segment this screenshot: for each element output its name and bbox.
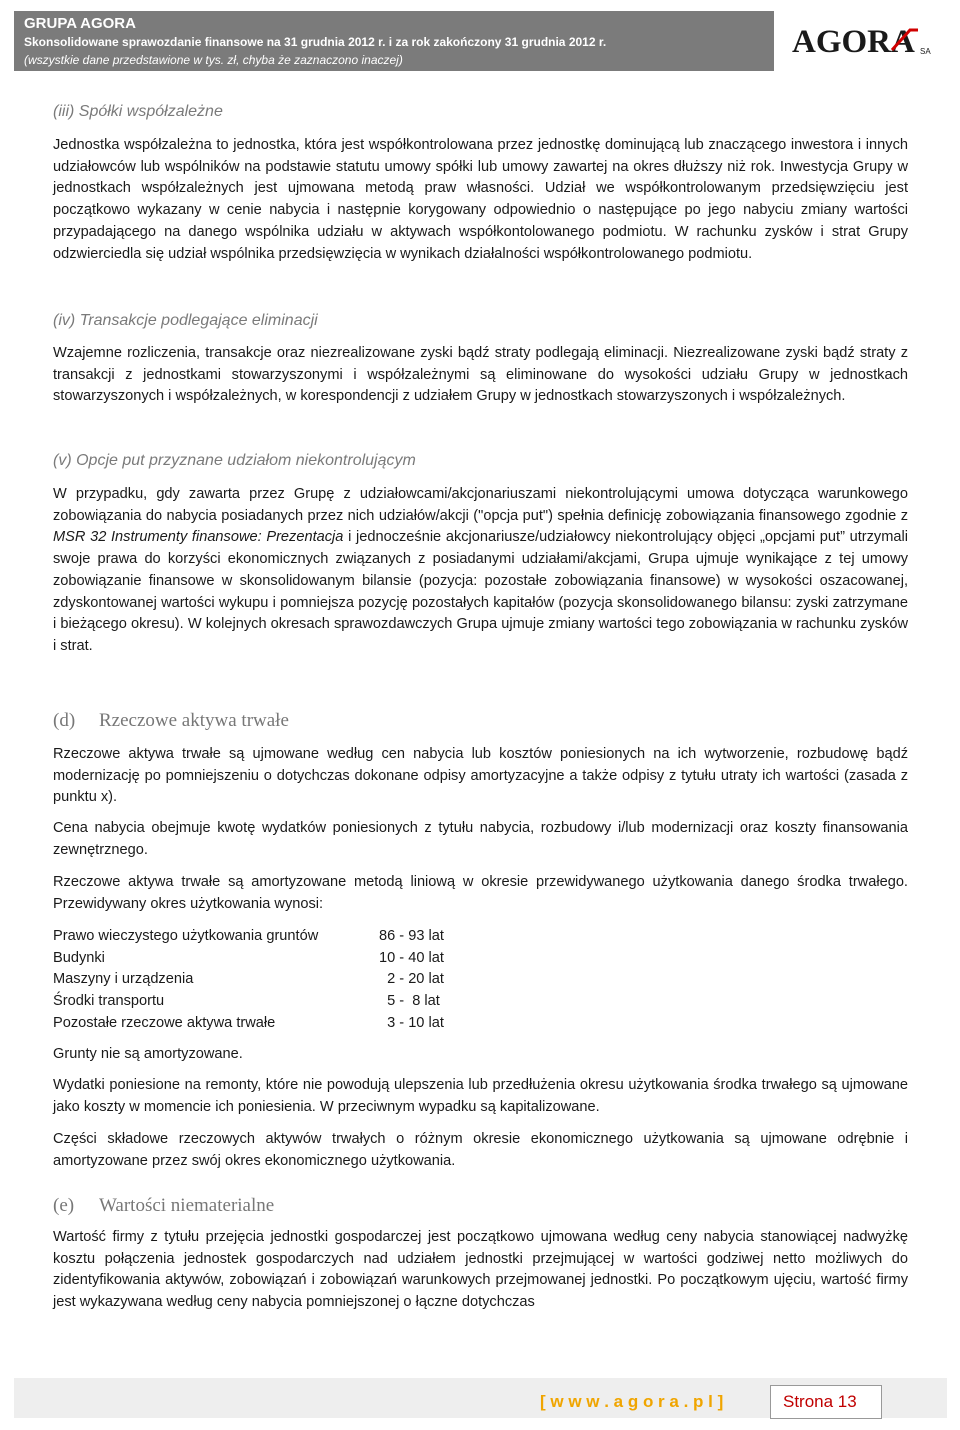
table-row <box>53 948 473 970</box>
table-row <box>53 991 473 1013</box>
paragraph-v <box>53 484 908 658</box>
asset-period: 5 - 8 lat <box>379 993 440 1010</box>
useful-life-table <box>53 926 473 1034</box>
asset-period: 10 - 40 lat <box>379 949 444 966</box>
asset-name: Budynki <box>53 949 105 966</box>
asset-name: Prawo wieczystego użytkowania gruntów <box>53 928 319 944</box>
company-name: GRUPA AGORA <box>24 15 136 32</box>
section-heading-iii: (iii) Spółki współzależne <box>53 103 223 120</box>
asset-name: Maszyny i urządzenia <box>53 971 194 988</box>
table-row <box>53 1013 473 1035</box>
paragraph-d1: Rzeczowe aktywa trwałe są ujmowane według cen nabycia lub kosztów poniesionych na ich wytworzenie, rozbudowę bądź modernizację po pomniejszeniu o dotychczas dokonane odpisy amortyzacyjne a także odpisy z tytułu utraty ich wartości (zasada z punktu x). <box>53 746 908 806</box>
section-title-d: Rzeczowe aktywa trwałe <box>99 710 289 731</box>
paragraph-d2: Cena nabycia obejmuje kwotę wydatków poniesionych z tytułu nabycia, rozbudowy i/lub modernizacji oraz koszty finansowania zewnętrznego. <box>53 820 908 858</box>
paragraph-d4: Grunty nie są amortyzowane. <box>53 1046 243 1062</box>
logo-wordmark: AGORA <box>792 24 915 60</box>
logo-sa: SA <box>920 47 931 56</box>
section-heading-iv: (iv) Transakcje podlegające eliminacji <box>53 312 318 329</box>
section-title-e: Wartości niematerialne <box>99 1195 275 1216</box>
asset-name: Pozostałe rzeczowe aktywa trwałe <box>53 1014 276 1031</box>
asset-name: Środki transportu <box>53 993 165 1010</box>
section-label-e: (e) <box>53 1195 75 1216</box>
website-link[interactable]: [ w w w . a g o r a . p l ] <box>540 1392 724 1411</box>
asset-period: 2 - 20 lat <box>379 971 444 988</box>
paragraph-iii: Jednostka współzależna to jednostka, która jest współkontrolowana przez jednostkę dominującą lub znaczącego inwestora i innych udziałowców lub wspólników na podstawie statutu umowy spółki lub umowy zawartej na okres dłuższy niż rok. Inwestycja Grupy w jednostkach współzależnych jest ujmowana metodą praw własności. Udział we współkontrolowanym przedsięwzięciu jest początkowo wykazany w cenie nabycia i następnie korygowany odpowiednio o następujące po jego nabyciu zmiany wartości przypadającego na danego wspólnika udziału w aktywach współkontolowanego podmiotu. W rachunku zysków i strat Grupy odzwierciedla się udział wspólnika przedsięwzięcia w wynikach działalności współkontrolowanego podmiotu. <box>53 137 908 262</box>
paragraph-d3: Rzeczowe aktywa trwałe są amortyzowane metodą liniową w okresie przewidywanego użytkowania danego środka trwałego. Przewidywany okres użytkowania wynosi: <box>53 874 908 912</box>
paragraph-v-standard: MSR 32 Instrumenty finansowe: Prezentacja <box>53 529 344 546</box>
section-heading-e <box>53 1195 274 1217</box>
currency-note: (wszystkie dane przedstawione w tys. zł, chyba że zaznaczono inaczej) <box>24 53 403 67</box>
section-heading-v: (v) Opcje put przyznane udziałom niekontrolującym <box>53 452 416 469</box>
table-row <box>53 969 473 991</box>
table-row <box>53 926 473 948</box>
report-title: Skonsolidowane sprawozdanie finansowe na 31 grudnia 2012 r. i za rok zakończony 31 grudnia 2012 r. <box>24 35 607 49</box>
section-heading-d <box>53 710 289 732</box>
section-label-d: (d) <box>53 710 76 731</box>
paragraph-v-part2: i jednocześnie akcjonariusze/udziałowcy niekontrolujący objęci „opcjami put” utrzymali swoje prawa do korzyści ekonomicznych związanych z posiadanymi udziałami/akcjami, Grupa ujmuje wynikające z tej umowy zobowiązanie finansowe w skonsolidowanym bilansie (pozycja: pozostałe zobowiązania finansowe) w wysokości oszacowanej, zdyskontowanej wartości wykupu i pomniejsza pozycję pozostałych kapitałów (pozycja skonsolidowanego bilansu: zyski zatrzymane i bieżącego okresu). W kolejnych okresach sprawozdawczych Grupa ujmuje zmiany wartości tego zobowiązania w rachunku zysków i strat. <box>53 529 908 654</box>
asset-period: 86 - 93 lat <box>379 928 444 944</box>
page-number-box <box>770 1385 882 1419</box>
paragraph-d6: Części składowe rzeczowych aktywów trwałych o różnym okresie ekonomicznego użytkowania są ujmowane odrębnie i amortyzowane przez swój okres ekonomicznego użytkowania. <box>53 1131 908 1169</box>
paragraph-d5: Wydatki poniesione na remonty, które nie powodują ulepszenia lub przedłużenia okresu użytkowania środka trwałego są ujmowane jako koszty w momencie ich poniesienia. W przeciwnym wypadku są kapitalizowane. <box>53 1077 908 1115</box>
asset-period: 3 - 10 lat <box>379 1014 444 1031</box>
page-header <box>14 11 774 71</box>
paragraph-iv: Wzajemne rozliczenia, transakcje oraz niezrealizowane zyski bądź straty podlegają eliminacji. Niezrealizowane zyski bądź straty z transakcji z jednostkami stowarzyszonymi i współzależnymi są eliminowane do wysokości udziału Grupy w jednostkach stowarzyszonych i współzależnych, w korespondencji z udziałem Grupy w jednostkach stowarzyszonych i współzależnych. <box>53 345 908 405</box>
paragraph-v-part1: W przypadku, gdy zawarta przez Grupę z udziałowcami/akcjonariuszami niekontrolującymi umowa dotycząca warunkowego zobowiązania do nabycia posiadanych przez nich udziałów/akcji ("opcja put") spełnia definicję zobowiązania finansowego zgodnie z <box>53 486 908 524</box>
agora-logo <box>792 22 942 62</box>
paragraph-e1: Wartość firmy z tytułu przejęcia jednostki gospodarczej jest początkowo ujmowana według ceny nabycia stanowiącej nadwyżkę kosztu połączenia jednostek gospodarczych nad udziałem jednostki przejmującej w wartości godziwej netto możliwych do zidentyfikowania aktywów, zobowiązań i zobowiązań warunkowych przejmowanej jednostki. Po początkowym ujęciu, wartość firmy jest wykazywana według ceny nabycia pomniejszonej o łączne dotychczas <box>53 1229 908 1311</box>
page-number: Strona 13 <box>783 1392 857 1411</box>
agora-logo-graphic <box>792 22 942 62</box>
